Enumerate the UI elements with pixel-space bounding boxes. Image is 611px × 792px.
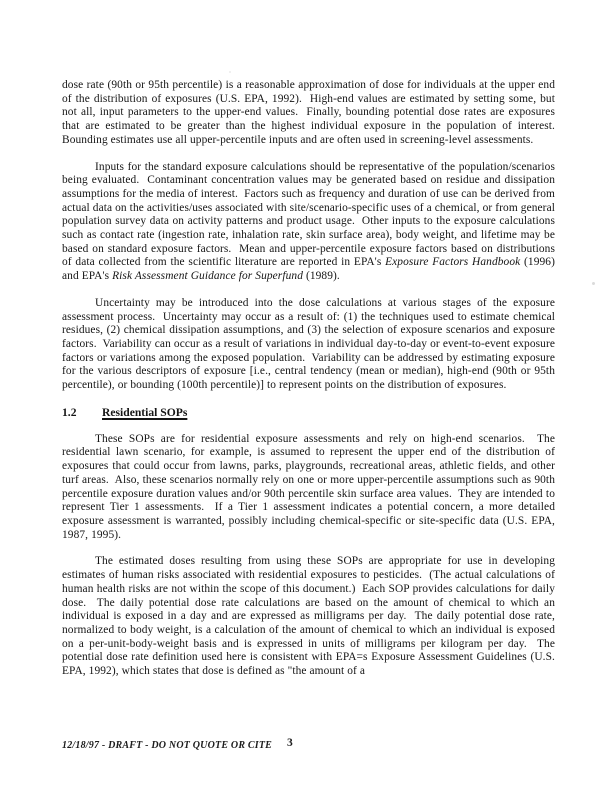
paragraph-text: (1996) and EPA's bbox=[62, 256, 558, 283]
body-paragraph bbox=[62, 432, 558, 543]
body-paragraph bbox=[62, 160, 558, 284]
section-number: 1.2 bbox=[62, 405, 77, 419]
body-paragraph bbox=[62, 555, 558, 678]
book-title-risk-assessment-guidance: Risk Assessment Guidance for Superfund bbox=[112, 270, 303, 283]
page-number: 3 bbox=[287, 737, 293, 749]
scan-speck bbox=[229, 71, 231, 73]
section-heading bbox=[62, 406, 555, 420]
draft-notice: 12/18/97 - DRAFT - DO NOT QUOTE OR CITE bbox=[62, 740, 273, 751]
paragraph-text: The estimated doses resulting from using these SOPs are appropriate for use in developing estimates of human risks associated with residential exposures to pesticides. (The actual calculations of human health risks are not within the scope of this document.) Each SOP provides calculations for daily dose. The daily potential dose rate calculations are based on the amount of chemical to which an individual is exposed in a day and are expressed as milligrams per day. The daily potential dose rate, normalized to body weight, is a calculation of the amount of chemical to which an individual is exposed on a per-unit-body-weight basis and is expressed in units of milligrams per kilogram per day. The potential dose rate definition used here is consistent with EPA=s Exposure Assessment Guidelines (U.S. EPA, 1992), which states that dose is defined as "the amount of a bbox=[62, 555, 558, 678]
section-title: Residential SOPs bbox=[102, 405, 188, 419]
paragraph-text: (1989). bbox=[303, 270, 340, 283]
body-paragraph-continued bbox=[62, 79, 561, 148]
body-paragraph bbox=[62, 296, 558, 393]
paragraph-text: Uncertainty may be introduced into the dose calculations at various stages of the exposure assessment process. Uncertainty may occur as a result of: (1) the techniques used to estimate chemical residues, (2) chemical dissipation assumptions, and (3) the selection of exposure scenarios and exposure factors. Variability can occur as a result of variations in individual day-to-day or event-to-event exposure factors or variations among the exposed population. Variability can be addressed by estimating exposure for the various descriptors of exposure [i.e., central tendency (mean or median), high-end (90th or 95th percentile), or bounding (100th percentile)] to represent points on the distribution of exposures. bbox=[62, 296, 558, 392]
scan-speck bbox=[592, 282, 595, 285]
paragraph-text: Inputs for the standard exposure calculations should be representative of the population/scenarios being evaluated. Contaminant concentration values may be generated based on residue and dissipation assumptions for the media of interest. Factors such as frequency and duration of use can be derived from actual data on the activities/uses associated with site/scenario-specific uses of a chemical, or from general population survey data on activity patterns and product usage. Other inputs to the exposure calculations such as contact rate (ingestion rate, inhalation rate, skin surface area), body weight, and lifetime may be based on standard exposure factors. Mean and upper-percentile exposure factors based on distributions of data collected from the scientific literature are reported in EPA's bbox=[62, 160, 558, 269]
paragraph-text: These SOPs are for residential exposure assessments and rely on high-end scenarios. The residential lawn scenario, for example, is assumed to represent the upper end of the distribution of exposures that could occur from lawns, parks, playgrounds, recreational areas, athletic fields, and other turf areas. Also, these scenarios normally rely on one or more upper-percentile assumptions such as 90th percentile exposure duration values and/or 90th percentile skin surface area values. They are intended to represent Tier 1 assessments. If a Tier 1 assessment indicates a potential concern, a more detailed exposure assessment is warranted, possibly including chemical-specific or site-specific data (U.S. EPA, 1987, 1995). bbox=[62, 432, 558, 541]
paragraph-text: dose rate (90th or 95th percentile) is a reasonable approximation of dose for individuals at the upper end of the distribution of exposures (U.S. EPA, 1992). High-end values are estimated by setting some, but not all, input parameters to the upper-end values. Finally, bounding potential dose rates are exposures that are estimated to be greater than the highest individual exposure in the population of interest. Bounding estimates use all upper-percentile inputs and are often used in screening-level assessments. bbox=[62, 79, 561, 146]
page-body bbox=[62, 79, 561, 692]
scan-speck bbox=[394, 84, 396, 86]
book-title-exposure-factors-handbook: Exposure Factors Handbook bbox=[385, 256, 521, 269]
